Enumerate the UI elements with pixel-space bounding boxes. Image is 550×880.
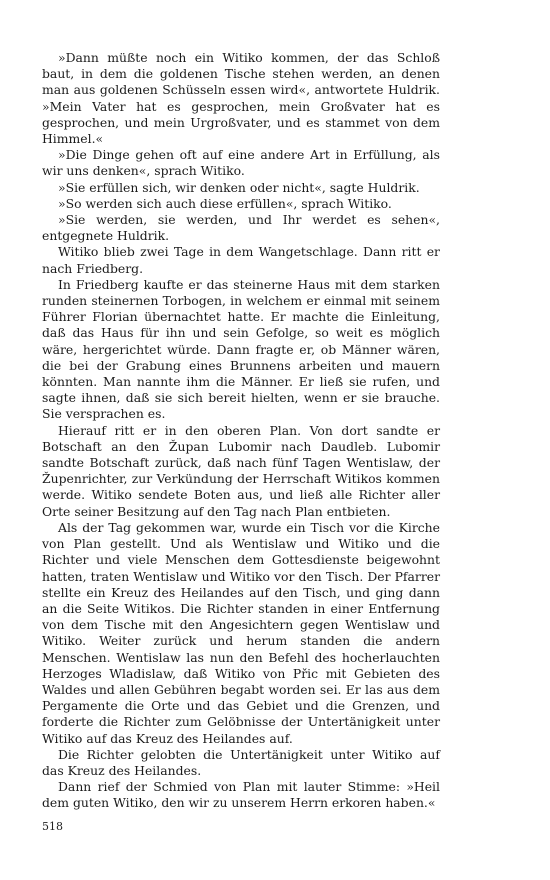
paragraph-9: Als der Tag gekommen war, wurde ein Tisch vor die Kirche von Plan gestellt. Und als Wentislaw und Witiko und die Richter und viele Menschen dem Gottesdienste beigewohnt hatten, traten Wentislaw und Witiko vor den Tisch. Der Pfarrer stellte ein Kreuz des Heilandes auf den Tisch, und ging dann an die Seite Witikos. Die Richter standen in einer Entfernung von dem Tische mit den Angesichtern gegen Wentislaw und Witiko. Weiter zurück und herum standen die andern Menschen. Wentislaw las nun den Befehl des hocherlauchten Herzoges Wladislaw, daß Witiko von Přic mit Gebieten des Waldes und allen Gebühren begabt worden sei. Er las aus dem Pergamente die Orte und das Gebiet und die Grenzen, und forderte die Richter zum Gelöbnisse der Untertänigkeit unter Witiko auf das Kreuz des Heilandes auf. [42,519,440,746]
page-number: 518 [42,820,63,833]
paragraph-7: In Friedberg kaufte er das steinerne Haus mit dem starken runden steinernen Torbogen, in welchem er einmal mit seinem Führer Florian übernachtet hatte. Er machte die Einleitung, daß das Haus für ihn und sein Gefolge, so weit es möglich wäre, hergerichtet würde. Dann fragte er, ob Männer wären, die bei der Grabung eines Brunnens arbeiten und mauern könnten. Man nannte ihm die Männer. Er ließ sie rufen, und sagte ihnen, daß sie sich bereit hielten, wenn er sie brauche. Sie versprachen es. [42,276,440,422]
paragraph-10: Die Richter gelobten die Untertänigkeit unter Witiko auf das Kreuz des Heilandes. [42,746,440,778]
paragraph-1: »Dann müßte noch ein Witiko kommen, der das Schloß baut, in dem die goldenen Tische stehen werden, an denen man aus goldenen Schüsseln essen wird«, antwortete Huldrik. »Mein Vater hat es gesprochen, mein Großvater hat es gesprochen, und mein Urgroßvater, und es stammet von dem Himmel.« [42,50,440,147]
body-text [42,50,440,812]
paragraph-4: »So werden sich auch diese erfüllen«, sprach Witiko. [58,195,392,211]
paragraph-11: Dann rief der Schmied von Plan mit lauter Stimme: »Heil dem guten Witiko, den wir zu unserem Herrn erkoren haben.« [42,779,440,811]
paragraph-6: Witiko blieb zwei Tage in dem Wangetschlage. Dann ritt er nach Friedberg. [42,244,440,276]
paragraph-2: »Die Dinge gehen oft auf eine andere Art in Erfüllung, als wir uns denken«, sprach Witiko. [42,147,440,179]
paragraph-8: Hierauf ritt er in den oberen Plan. Von dort sandte er Botschaft an den Župan Lubomir nach Daudleb. Lubomir sandte Botschaft zurück, daß nach fünf Tagen Wentislaw, der Župenrichter, zur Verkündung der Herrschaft Witikos kommen werde. Witiko sendete Boten aus, und ließ alle Richter aller Orte seiner Besitzung auf den Tag nach Plan entbieten. [42,422,440,519]
paragraph-5: »Sie werden, sie werden, und Ihr werdet es sehen«, entgegnete Huldrik. [42,212,440,244]
paragraph-3: »Sie erfüllen sich, wir denken oder nicht«, sagte Huldrik. [58,179,420,195]
